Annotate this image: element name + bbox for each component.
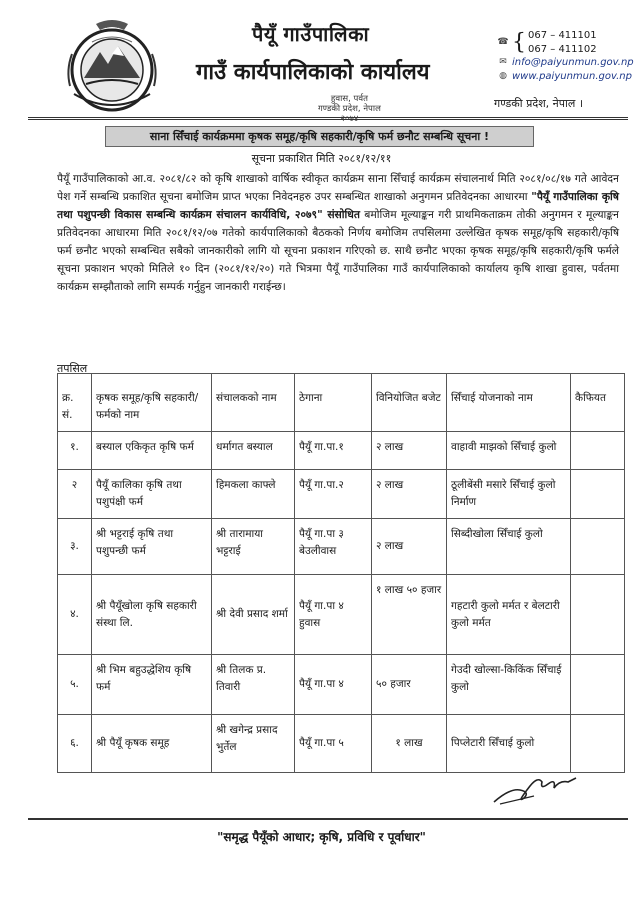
province-label: गण्डकी प्रदेश, नेपाल ।: [494, 97, 583, 110]
notice-subject: साना सिँचाई कार्यक्रममा कृषक समूह/कृषि सहकारी/कृषि फर्म छनौट सम्बन्धि सूचना !: [105, 126, 534, 147]
office-stamp: हुवास, पर्वत गण्डकी प्रदेश, नेपाल: [318, 94, 381, 114]
table-row: ५. श्री भिम बहुउद्धेशिय कृषि फर्म श्री तिलक प्र. तिवारी पैयूँ गा.पा ४ ५० हजार गेउदी खोल्सा-किकिंक सिँचाई कुलो: [58, 655, 625, 715]
published-date: सूचना प्रकाशित मिति २०८१/१२/११: [251, 152, 392, 165]
email-icon: ✉: [499, 57, 507, 67]
notice-body: पैयूँ गाउँपालिकाको आ.व. २०८१/८२ को कृषि शाखाको वार्षिक स्वीकृत कार्यक्रम साना सिँचाई कार्यक्रम संचालनार्थ मिति २०८१/०८/१७ गते आवेदन पेश गर्ने सम्बन्धि प्रकाशित सूचना बमोजिम प्राप्त भएका निवेदनहरु उपर सम्बन्धित शाखाको अनुगमन प्रतिवेदनका आधारमा "पैयूँ गाउँपालिका कृषि तथा पशुपन्छी विकास सम्बन्धि कार्यक्रम संचालन कार्यविधि, २०७९" संसोधित बमोजिम मूल्याङ्कन गरी प्राथमिकताक्रम तोकी अनुगमन र मूल्याङ्कन प्रतिवेदनका आधारमा मिति २०८१/१२/०७ गतेको कार्यपालिकाको बैठकको निर्णय बमोजिम तपसिलमा उल्लेखित कृषक समूह/कृषि सहकारी/कृषि फर्म छनौट भएको सम्बन्धित सबैको जानकारीको लागि यो सूचना प्रकाशन गरिएको छ. साथै छनौट भएका कृषक समूह/कृषि सहकारी/कृषि फर्मले सूचना प्रकाशन भएको मितिले १० दिन (२०८१/१२/२०) गते भित्रमा पैयूँ गाउँपालिका गाउँ कार्यपालिकाको कार्यालय कृषि शाखा हुवास, पर्वतमा कार्यक्रम सम्झौताको लागि सम्पर्क गर्नुहुन जानकारी गराईन्छ।: [57, 172, 619, 293]
header-address: ठेगाना: [295, 374, 372, 432]
header-budget: विनियोजित बजेट: [372, 374, 447, 432]
details-label: तपसिल: [57, 362, 88, 375]
email-link[interactable]: info@paiyunmun.gov.np: [512, 57, 634, 68]
table-row: ४. श्री पैयूँखोला कृषि सहकारी संस्था लि. श्री देवी प्रसाद शर्मा पैयूँ गा.पा ४ हुवास १ लाख ५० हजार गहटारी कुलो मर्मत र बेलटारी कुलो मर्मत: [58, 575, 625, 655]
signature-icon: [490, 768, 580, 808]
header-divider: [28, 117, 628, 118]
phone-1: 067 – 411101: [528, 30, 597, 41]
selection-table: [57, 373, 625, 773]
website-link[interactable]: www.paiyunmun.gov.np: [512, 70, 632, 82]
globe-icon: ◍: [499, 70, 507, 81]
table-row: ६. श्री पैयूँ कृषक समूह श्री खगेन्द्र प्रसाद भुर्तेल पैयूँ गा.पा ५ १ लाख पिप्लेटारी सिँचाई कुलो: [58, 715, 625, 773]
contact-block: ☎ { 067 – 411101 067 – 411102 ✉ info@paiyunmun.gov.np ◍ www.paiyunmun.gov.np: [497, 29, 634, 82]
header-scheme: सिँचाई योजनाको नाम: [447, 374, 571, 432]
office-name: गाउँ कार्यपालिकाको कार्यालय: [196, 60, 430, 85]
table-header-row: [58, 374, 625, 432]
header-group: कृषक समूह/कृषि सहकारी/फर्मको नाम: [92, 374, 212, 432]
header-sn: क्र. सं.: [58, 374, 92, 432]
municipality-emblem-icon: [62, 14, 162, 122]
footer-slogan: "समृद्ध पैयूँको आधार; कृषि, प्रविधि र पूर्वाधार": [217, 830, 426, 844]
org-name: पैयूँ गाउँपालिका: [252, 22, 370, 46]
table-row: २ पैयूँ कालिका कृषि तथा पशुपंक्षी फर्म हिमकला काफ्ले पैयूँ गा.पा.२ २ लाख ठूलीबेंसी मसारे सिँचाई कुलो निर्माण: [58, 470, 625, 519]
phone-fax-icon: ☎: [497, 36, 509, 47]
header-operator: संचालकको नाम: [212, 374, 295, 432]
table-row: १. बस्याल एकिकृत कृषि फर्म धर्मागत बस्याल पैयूँ गा.पा.१ २ लाख वाहावी माझको सिँचाई कुलो: [58, 432, 625, 470]
header-remarks: कैफियत: [571, 374, 625, 432]
table-row: ३. श्री भट्टराई कृषि तथा पशुपन्छी फर्म श्री तारामाया भट्टराई पैयूँ गा.पा ३ बेउलीवास २ लाख सिब्दीखोला सिँचाई कुलो: [58, 519, 625, 575]
footer-divider: [28, 818, 628, 820]
header-divider-2: [28, 119, 628, 120]
phone-2: 067 – 411102: [528, 43, 597, 55]
